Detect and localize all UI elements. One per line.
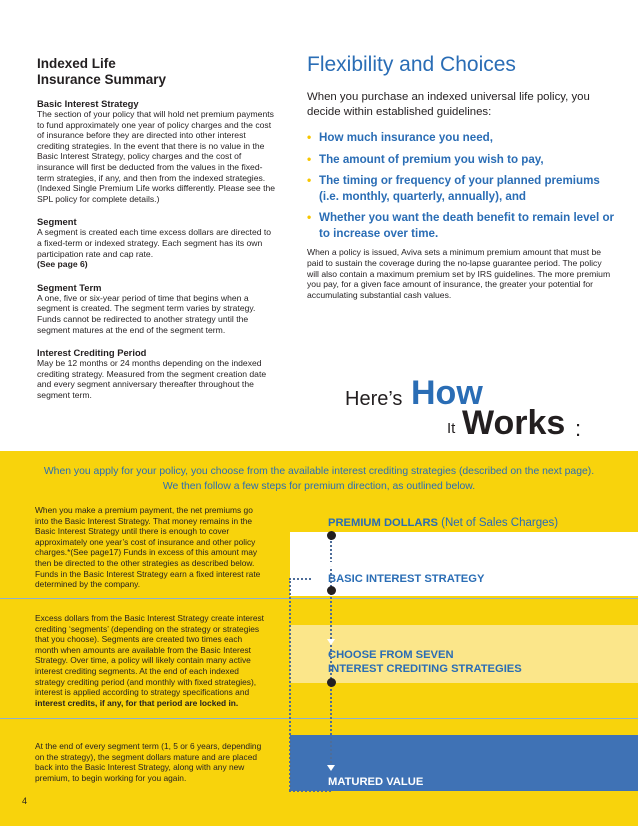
label-choose-strategies — [328, 648, 522, 676]
flow-arrow-down-icon — [327, 639, 335, 645]
flow-arrow-down-icon — [327, 562, 335, 568]
glossary-title-line1: Indexed Life — [37, 56, 116, 71]
term-heading-segment-term: Segment Term — [37, 281, 102, 293]
term-reference-segment: (See page 6) — [37, 259, 88, 270]
choice-text: The timing or frequency of your planned premiums (i.e. monthly, quarterly, annually), and — [319, 174, 600, 203]
glossary-title — [37, 56, 277, 88]
flow-intro-line1: When you apply for your policy, you choose from the available interest crediting strategies (described on the next page). — [43, 466, 595, 477]
choice-text: The amount of premium you wish to pay, — [319, 152, 544, 166]
heading-colon: : — [575, 416, 582, 441]
term-body-basic-interest: The section of your policy that will hold net premium payments to fund approximately one year of policy charges and the cost of insurance before they are directed into other interest crediting strategies. In the event that there is no value in the Basic Interest Strategy, policy charges and the cost of insurance will first be deducted from the values in the fixed-term strategies, if any, and then from the indexed strategies. (Indexed Single Premium Life works differently. Please see the SPL policy for complete details.) — [37, 109, 276, 204]
heading-works: Works — [462, 404, 566, 442]
flow-line-bottom — [289, 790, 331, 792]
step2-body: Excess dollars from the Basic Interest Strategy create interest crediting ‘segments’ (depending on the strategy or strategies that you choose). Segments are created two times each month when amounts are available from the Basic Interest Strategy. Over time, a policy will likely contain many active interest crediting segments. At the end of each indexed strategy crediting period (and monthly with fixed strategies), interest is applied according to strategy specifications and — [35, 613, 265, 698]
heading-how: How — [411, 374, 483, 412]
flow-node-basic — [327, 586, 336, 595]
label-matured-value: MATURED VALUE — [328, 776, 424, 788]
choice-item — [307, 210, 615, 241]
term-heading-crediting-period: Interest Crediting Period — [37, 347, 147, 359]
bullet-icon: • — [307, 173, 312, 187]
glossary-title-line2: Insurance Summary — [37, 72, 167, 87]
choice-item — [307, 130, 615, 146]
term-body-segment-term: A one, five or six-year period of time that begins when a segment is created. The segment term varies by strategy. Funds cannot be redirected to another strategy until the segment matures at the end of the segment term. — [37, 292, 256, 335]
label-basic-interest: BASIC INTEREST STRATEGY — [328, 573, 485, 585]
label-premium-dollars — [328, 516, 558, 530]
choices-list — [307, 130, 615, 241]
label-premium-sub: (Net of Sales Charges) — [441, 517, 559, 529]
flow-line-main — [330, 538, 332, 770]
flow-arrow-right-icon — [311, 575, 317, 583]
term-body-crediting-period: May be 12 months or 24 months depending on the indexed crediting strategy. Measured from the segment creation date and every segment anniversary thereafter throughout the segment term. — [37, 358, 267, 400]
label-choose-line2: INTEREST CREDITING STRATEGIES — [328, 663, 522, 675]
premium-band — [290, 532, 638, 596]
heading-it: It — [447, 420, 456, 437]
step-divider — [0, 598, 638, 599]
choice-item — [307, 173, 615, 204]
step-divider — [0, 718, 638, 719]
page-number: 4 — [22, 796, 28, 806]
choice-text: Whether you want the death benefit to remain level or to increase over time. — [319, 211, 615, 240]
bullet-icon: • — [307, 130, 312, 144]
choice-item — [307, 152, 615, 168]
choice-text: How much insurance you need, — [319, 131, 493, 144]
flow-line-return — [289, 578, 291, 791]
step2-emphasis: interest credits, if any, for that period are locked in. — [35, 697, 239, 708]
flexibility-intro: When you purchase an indexed universal life policy, you decide within established guidelines: — [307, 91, 590, 118]
term-heading-segment: Segment — [37, 216, 77, 228]
heading-heres: Here’s — [345, 388, 403, 410]
glossary-column — [37, 56, 277, 400]
step2-text — [35, 613, 267, 708]
step3-text: At the end of every segment term (1, 5 or 6 years, depending on the strategy), the segment dollars mature and are placed back into the Basic Interest Strategy, along with any new premium, to begin working for you again. — [35, 741, 262, 783]
flexibility-title: Flexibility and Choices — [307, 53, 516, 76]
bullet-icon: • — [307, 210, 312, 224]
bullet-icon: • — [307, 151, 312, 166]
flow-intro-line2: We then follow a few steps for premium direction, as outlined below. — [162, 481, 476, 492]
flow-node-strategies — [327, 678, 336, 687]
term-heading-basic-interest: Basic Interest Strategy — [37, 98, 139, 109]
flow-intro — [0, 464, 638, 494]
flow-line-top — [289, 578, 311, 580]
step1-text: When you make a premium payment, the net premiums go into the Basic Interest Strategy. That money remains in the Basic Interest Strategy until there is enough to cover approximately one year’s cost of insurance and other policy charges.*(See page17) Funds in excess of this amount may then be directed to the other strategies as described below. Funds in the Basic Interest Strategy earn a fixed interest rate determined by the company. — [35, 505, 261, 590]
label-premium-main: PREMIUM DOLLARS — [328, 517, 439, 529]
flow-arrow-down-icon — [327, 765, 335, 771]
flexibility-column — [307, 52, 615, 301]
flow-node-premium — [327, 531, 336, 540]
term-body-segment: A segment is created each time excess dollars are directed to a fixed-term or indexed strategy. Each segment has its own participation rate and cap rate. — [37, 227, 272, 259]
label-choose-line1: CHOOSE FROM SEVEN — [328, 649, 454, 661]
premium-note: When a policy is issued, Aviva sets a minimum premium amount that must be paid to sustain the coverage during the no-lapse guarantee period. The policy will also contain a maximum premium set by IRS guidelines. The more premium you pay, for a given face amount of insurance, the greater your potential for accumulating substantial cash values. — [307, 247, 611, 301]
